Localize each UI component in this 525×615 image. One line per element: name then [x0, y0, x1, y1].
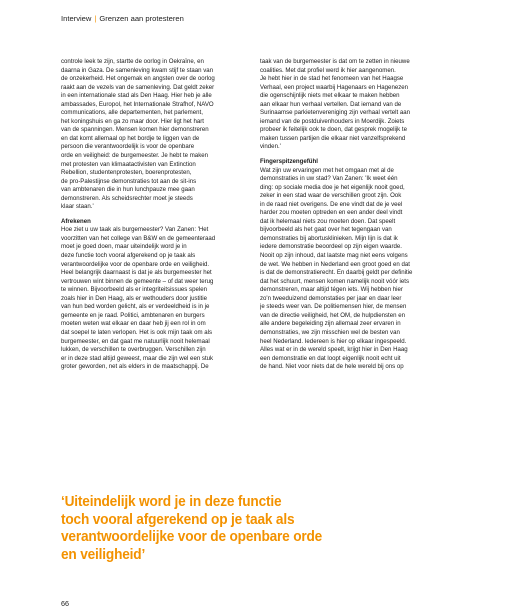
text-line: communications, alle departementen, het parlement, — [61, 109, 203, 117]
text-line: in de raad niet overigens. De ene vindt dat de je veel — [260, 200, 403, 208]
text-line: vertrouwen wint binnen de gemeente – of dat weer terug — [61, 277, 214, 285]
pull-quote-line: en veiligheid’ — [61, 545, 146, 563]
page-number: 66 — [61, 599, 69, 608]
text-line: verantwoordelijke voor de openbare orde en veiligheid. — [61, 260, 210, 268]
text-line: Nooit op zijn inhoud, dat laatste mag niet eens volgens — [260, 252, 408, 260]
text-line: iemand van de postduivenhouders in Moerdijk. Zoiets — [260, 117, 405, 125]
text-line: burgemeester, en dat gaat me natuurlijk nooit helemaal — [61, 337, 210, 345]
text-line: zeker in een stad waar de verschillen groot zijn. Ook — [260, 192, 402, 200]
text-line: is dat de demonstratierecht. En daarbij geldt per definitie — [260, 269, 413, 277]
text-line: voorzitten van het college van B&W en de gemeenteraad — [61, 234, 216, 242]
left-text-column — [61, 58, 246, 372]
text-line: moeten weten wat elkaar en daar heb jij een rol in om — [61, 320, 206, 328]
text-line: heel Nederland. Iedereen is hier op elkaar ingespeeld. — [260, 337, 407, 345]
text-line: van de spanningen. Mensen komen hier demonstreren — [61, 126, 209, 134]
text-line: daarna in Gaza. De samenleving kwam stijf te staan van — [61, 66, 214, 74]
text-line: van ambtenaren die in hun lunchpauze mee gaan — [61, 186, 195, 194]
text-line: Alles wat er in de wereld speelt, krijgt hier in Den Haag — [260, 346, 408, 354]
text-line: dat soepel te laten verlopen. Het is ook mijn taak om als — [61, 328, 213, 336]
text-line: de hand. Niet voor niets dat de hele wereld bij ons op — [260, 363, 404, 371]
text-line: het koningshuis en ga zo maar door. Hier ligt het hart — [61, 117, 204, 125]
text-line: harder zou moeten optreden en een ander deel vindt — [260, 209, 403, 217]
article-title: Grenzen aan protesteren — [99, 14, 184, 23]
text-line: controle leek te zijn, startte de oorlog in Oekraïne, en — [61, 58, 204, 65]
pull-quote-line: toch vooral afgerekend op je taak als — [61, 510, 295, 528]
left-column-subheading: Afrekenen — [61, 217, 91, 225]
text-line: die ogenschijnlijk niets met elkaar te maken hebben — [260, 92, 400, 100]
text-line: probeer ik feitelijk ook te doen, dat gesprek mogelijk te — [260, 126, 408, 134]
text-line: in een internationale stad als Den Haag. Hier heb je alle — [61, 92, 212, 100]
text-line: aan elkaar hun verhaal vertellen. Dat iemand van de — [260, 100, 402, 108]
text-line: maken tussen partijen die elkaar niet vanzelfsprekend — [260, 134, 406, 142]
text-line: bijvoorbeeld als het gaat over het tegengaan van — [260, 226, 392, 234]
text-line: vinden.' — [260, 143, 281, 151]
text-line: iedere demonstratie beoordeel op zijn eigen waarde. — [260, 243, 402, 251]
text-line: te winnen. Bijvoorbeeld als er integriteitsissues spelen — [61, 286, 207, 294]
text-line: ambassades, Europol, het Internationale Strafhof, NAVO — [61, 100, 214, 108]
text-line: raakt aan de vezels van de samenleving. Dat geldt zeker — [61, 83, 215, 91]
text-line: Rebellion, studentenprotesten, boerenprotesten, — [61, 169, 192, 177]
text-line: alle andere begeleiding zijn allemaal zeer ervaren in — [260, 320, 401, 328]
text-line: Hoe ziet u uw taak als burgemeester? Van Zanen: 'Het — [61, 226, 209, 234]
running-head — [61, 14, 184, 23]
text-line: persoon die verantwoordelijk is voor de openbare — [61, 143, 195, 151]
text-line: moet je goed doen, maar uiteindelijk word je in — [61, 243, 187, 251]
text-line: er in deze stad altijd geweest, maar die zijn wel een stuk — [61, 354, 214, 362]
text-line: demonstraties in uw stad? Van Zanen: 'Ik weet één — [260, 175, 398, 183]
text-line: zoals hier in Den Haag, als er wethouders door justitie — [61, 294, 207, 302]
text-line: dat het schuurt, mensen komen namelijk nooit vóór iets — [260, 277, 410, 285]
text-line: van de directie veiligheid, het OM, de hulpdiensten en — [260, 311, 405, 319]
section-label: Interview — [61, 14, 92, 23]
text-line: een demonstratie en dat loopt eigenlijk nooit echt uit — [260, 354, 401, 362]
text-line: de wet. We hebben in Nederland een groot goed en dat — [260, 260, 410, 268]
text-line: van hun bed worden gelicht, als er verdeeldheid is in je — [61, 303, 210, 311]
text-line: Heel belangrijk daarnaast is dat je als burgemeester het — [61, 269, 212, 277]
text-line: klaar staan.' — [61, 203, 94, 211]
text-line: groter geworden, net als elders in de maatschappij. De — [61, 363, 209, 371]
text-line: Wat zijn uw ervaringen met het omgaan met al de — [260, 166, 394, 174]
pull-quote — [61, 493, 439, 563]
text-line: ding: op sociale media doe je het eigenlijk nooit goed, — [260, 183, 405, 191]
pull-quote-line: ‘Uiteindelijk word je in deze functie — [61, 493, 282, 510]
left-column-paragraph-2 — [61, 226, 246, 371]
text-line: taak van de burgemeester is dat om te zetten in nieuwe — [260, 58, 410, 65]
right-column-paragraph-2 — [260, 167, 445, 372]
text-line: demonstreren, maar altijd tégen iets. Wij hebben hier — [260, 286, 403, 294]
text-line: lukken, de verschillen te overbruggen. Verschillen zijn — [61, 346, 206, 354]
pull-quote-line: verantwoordelijke voor de openbare orde — [61, 528, 323, 546]
right-column-paragraph-1 — [260, 58, 445, 152]
text-line: dat ik helemaal niets zou moeten doen. Dat speelt — [260, 217, 396, 225]
text-line: deze functie toch vooral afgerekend op je taak als — [61, 252, 196, 260]
text-line: de pro-Palestijnse demonstraties tot aan de sit-ins — [61, 177, 197, 185]
text-line: demonstraties bij abortusklinieken. Mijn lijn is dat ik — [260, 234, 398, 242]
text-line: orde en veiligheid: de burgemeester. Je hebt te maken — [61, 152, 209, 160]
right-column-subheading: Fingerspitzengefühl — [260, 158, 318, 166]
text-line: Verhaal, een project waarbij Hagenaars en Hagenezen — [260, 83, 409, 91]
text-line: demonstraties, we zijn misschien wel de besten van — [260, 328, 400, 336]
text-line: demonstreren. Als scheidsrechter moet je steeds — [61, 194, 193, 202]
text-line: Surinaamse parkietenvereniging zijn verhaal vertelt aan — [260, 109, 411, 117]
text-line: zo'n tweeduizend demonstaties per jaar en daar leer — [260, 294, 402, 302]
text-line: Je hebt hier in de stad het fenomeen van het Haagse — [260, 75, 404, 83]
text-line: met protesten van klimaatactivisten van Extinction — [61, 160, 196, 168]
header-separator: | — [94, 14, 97, 23]
text-line: en dat komt allemaal op het bordje te liggen van de — [61, 134, 200, 142]
text-line: de onzekerheid. Het ongemak en angsten over de oorlog — [61, 75, 215, 83]
left-column-paragraph-1 — [61, 58, 246, 212]
text-line: coalities. Met dat profiel werd ik hier aangenomen. — [260, 66, 396, 74]
right-text-column — [260, 58, 445, 372]
text-line: gemeente en je raad. Politici, ambtenaren en burgers — [61, 311, 205, 319]
text-line: je steeds weer van. De politiemensen hier, de mensen — [260, 303, 407, 311]
